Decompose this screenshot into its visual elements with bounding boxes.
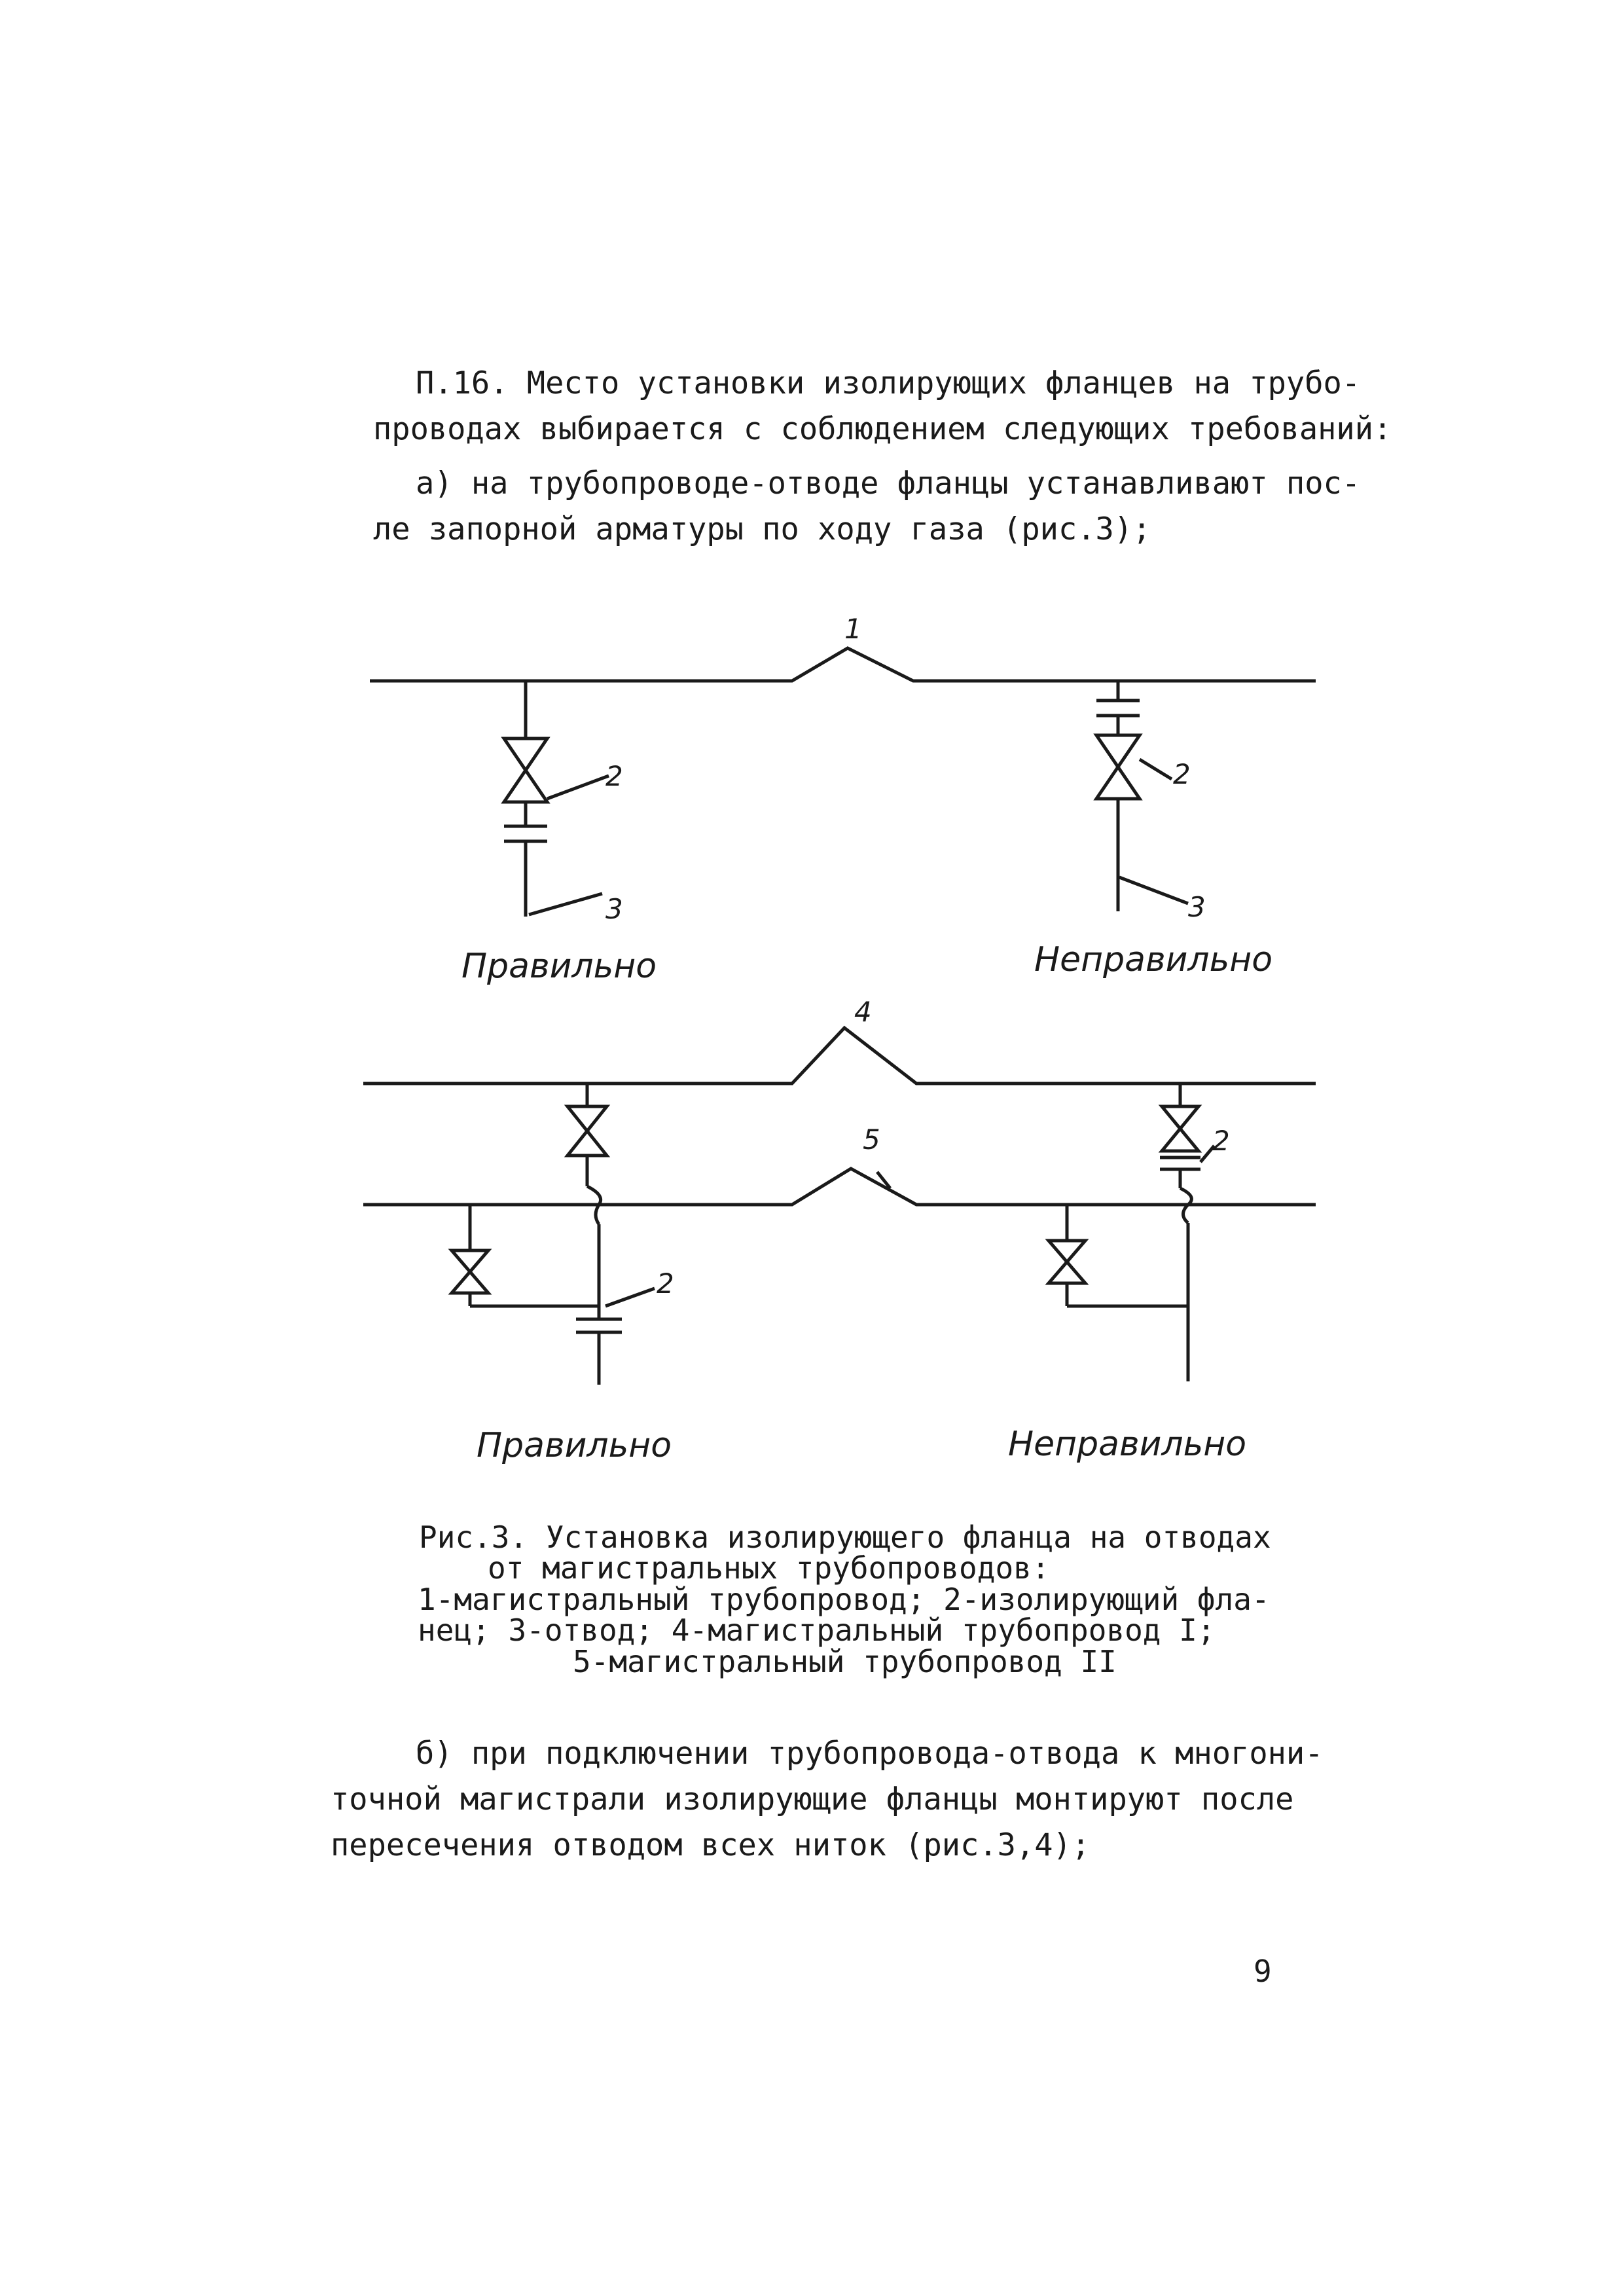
caption-line-1: Рис.3. Установка изолирующего фланца на отводах [419,1520,1271,1555]
number-5: 5 [863,1123,880,1156]
caption-line-5: 5-магистральный трубопровод II [573,1644,1117,1679]
number-2-upper-right: 2 [1173,758,1191,790]
item-a-line-2: ле запорной арматуры по ходу газа (рис.3); [373,511,1151,547]
leader-3-upper-right [1119,877,1188,903]
main-pipeline-4 [363,1028,1316,1084]
label-correct-upper: Правильно [461,947,657,986]
main-pipeline-5 [363,1169,1316,1205]
main-pipeline-1 [370,648,1316,681]
leader-2-upper-right [1140,759,1172,779]
item-b-line-1: б) при подключении трубопровода-отвода к многони- [416,1736,1324,1772]
valve-lower-left-top [568,1106,607,1156]
number-2-lower-left: 2 [657,1267,674,1300]
paragraph-16-line-2: проводах выбирается с соблюдением следующих требований: [373,411,1392,447]
label-incorrect-lower: Неправильно [1008,1425,1247,1464]
valve-lower-right-top [1162,1106,1199,1151]
page-number: 9 [1254,1954,1272,1989]
valve-lower-right-bypass [1049,1241,1085,1283]
number-3-upper-left: 3 [605,893,623,925]
leader-2-upper-left [547,776,609,799]
number-4: 4 [854,996,872,1028]
item-b-line-3: пересечения отводом всех ниток (рис.3,4); [331,1827,1091,1863]
label-correct-lower: Правильно [477,1426,672,1465]
item-b-line-2: точной магистрали изолирующие фланцы монтируют после [331,1781,1294,1817]
leader-2-lower-left [605,1288,655,1306]
valve-upper-right [1096,735,1140,799]
number-3-upper-right: 3 [1188,891,1206,923]
number-1: 1 [844,613,862,645]
valve-lower-left-bypass [452,1250,488,1293]
caption-line-2: от магистральных трубопроводов: [488,1550,1050,1586]
caption-line-3: 1-магистральный трубопровод; 2-изолирующий фла- [418,1582,1270,1617]
valve-upper-left [504,738,547,802]
caption-line-4: нец; 3-отвод; 4-магистральный трубопровод I; [418,1613,1216,1648]
number-2-lower-right: 2 [1212,1125,1230,1157]
number-2-upper-left: 2 [605,760,623,792]
label-incorrect-upper: Неправильно [1034,940,1273,979]
leader-3-upper-left [529,894,602,915]
item-a-line-1: а) на трубопроводе-отводе фланцы устанавливают пос- [416,465,1361,501]
paragraph-16-line-1: П.16. Место установки изолирующих фланцев на трубо- [416,365,1361,401]
